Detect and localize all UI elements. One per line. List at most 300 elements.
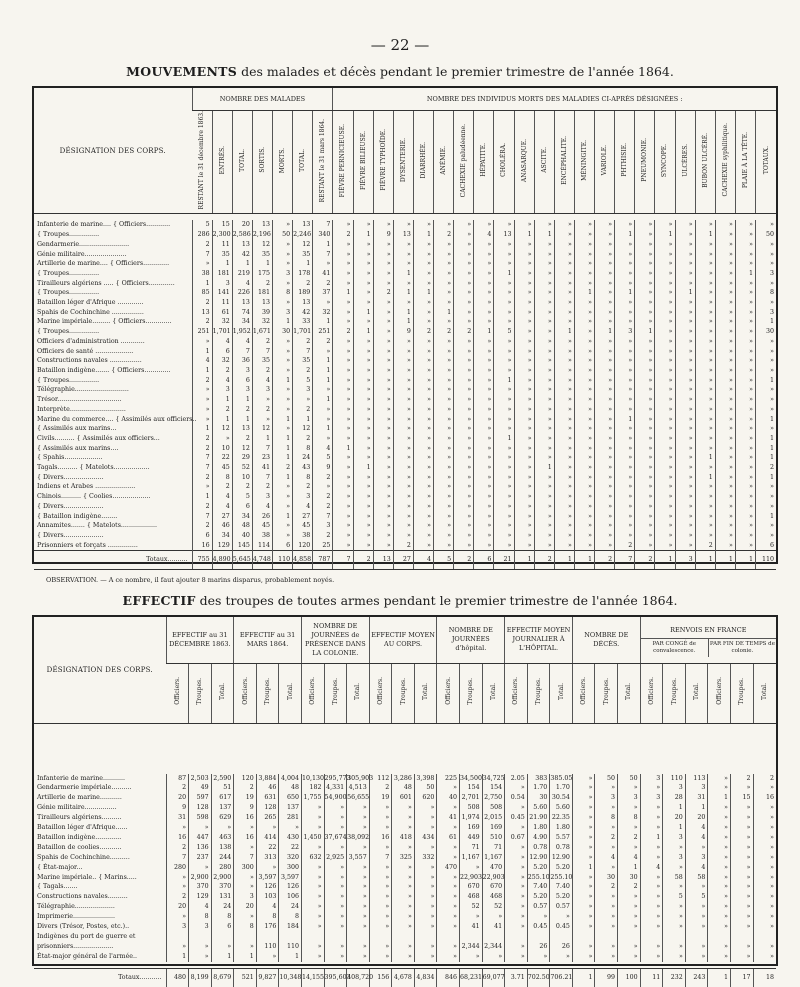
table1-cell: 1 [252, 434, 272, 444]
table1-cell: 2,246 [293, 231, 312, 239]
table1-cell: » [715, 424, 735, 434]
table1-cell: 7 [192, 250, 212, 260]
table1-cell: » [756, 356, 777, 366]
table1-cell: » [494, 531, 514, 541]
table1-cell: » [635, 405, 655, 415]
table1-group-malades: NOMBRE DES MALADES [192, 88, 333, 111]
table2-sub-header-label: Total. [422, 682, 430, 700]
table1-cell: » [514, 473, 534, 483]
table1-col-header [595, 111, 615, 214]
table1-cell: » [615, 279, 635, 289]
table1-cell: » [695, 502, 715, 512]
table2-cell: » [392, 863, 415, 873]
table1-cell: » [474, 220, 494, 230]
table2-cell: » [437, 873, 460, 883]
table1-cell: » [534, 279, 554, 289]
table1-cell: » [574, 512, 594, 522]
table1-row [34, 463, 776, 473]
table1-cell: » [675, 220, 695, 230]
table1-cell: 1 [192, 347, 212, 357]
table2-cell: 2,701 [460, 793, 483, 803]
table1-cell: » [655, 327, 675, 337]
table1-cell: 4 [212, 502, 232, 512]
table2-sub-header [347, 663, 370, 723]
table1-cell: 2 [313, 531, 333, 541]
table1-cell: 6 [756, 541, 777, 551]
table1-cell: » [494, 424, 514, 434]
table2-cell: 3,597 [279, 873, 302, 883]
table2-cell: » [482, 952, 505, 962]
table2-cell: » [572, 892, 595, 902]
table1-cell: 1,701 [212, 328, 231, 336]
table1-cell: » [494, 473, 514, 483]
table1-cell: » [615, 395, 635, 405]
table2-desig-header: DÉSIGNATION DES CORPS. [34, 617, 166, 723]
table2-cell: 28 [663, 793, 686, 803]
table1-cell: » [413, 337, 433, 347]
table1-cell: 1 [534, 463, 554, 473]
table2-total-cell: 17 [730, 968, 753, 987]
table2-cell: 110 [279, 942, 302, 952]
table2-cell: 5.20 [527, 863, 550, 873]
table1-cell: » [534, 541, 554, 551]
table1-cell: » [373, 347, 393, 357]
table2-total-cell: 243 [685, 968, 708, 987]
table2-cell: » [414, 912, 437, 922]
table1-cell: » [756, 366, 777, 376]
table1-cell: » [695, 327, 715, 337]
table1-col-header-label: DYSENTERIE. [399, 138, 407, 183]
table2-cell: » [595, 783, 618, 793]
table1-cell: » [333, 337, 353, 347]
table1-cell: » [434, 521, 454, 531]
table2-cell: » [753, 873, 776, 883]
table2-cell: 0.45 [550, 922, 573, 932]
table2-cell: » [505, 803, 528, 813]
table2-cell: 71 [482, 843, 505, 853]
table1-cell: » [454, 395, 474, 405]
table1-cell: » [434, 288, 454, 298]
table1-cell: » [434, 531, 454, 541]
table1-cell: » [574, 395, 594, 405]
table2-cell: 12.90 [550, 853, 573, 863]
table1-cell: » [595, 250, 615, 260]
table1-cell: 36 [232, 356, 252, 366]
table2-cell: » [437, 952, 460, 962]
table1-cell: » [413, 502, 433, 512]
table2-cell [414, 932, 437, 942]
table2-sub-header-label: Officiers. [715, 677, 723, 705]
table2-total-cell: 4,834 [414, 968, 437, 987]
table2-cell: » [369, 952, 392, 962]
table1-cell: 1 [192, 424, 212, 434]
table1-cell: » [635, 444, 655, 454]
table2-total-row [34, 968, 776, 987]
table1-cell: 12 [252, 240, 272, 250]
table2-cell: 1 [234, 952, 257, 962]
table1-cell: » [494, 240, 514, 250]
table1-cell: » [534, 453, 554, 463]
table1-cell: » [615, 502, 635, 512]
table1-cell: 2 [313, 337, 333, 347]
table2-cell: » [753, 813, 776, 823]
table1-cell: » [655, 356, 675, 366]
table2-cell: » [347, 952, 370, 962]
table2-cell: 449 [460, 833, 483, 843]
table1-cell: » [615, 521, 635, 531]
table2-cell: » [460, 912, 483, 922]
table2-cell: » [685, 882, 708, 892]
table2-row [34, 892, 776, 902]
table2-cell: 3 [640, 774, 663, 784]
table1-cell: » [574, 298, 594, 308]
table2-row-label: Marine impériale.. { Marins..... [37, 873, 137, 881]
table2-cell: » [753, 863, 776, 873]
table1-cell: » [192, 415, 212, 425]
table1-cell: » [595, 492, 615, 502]
table1-cell: » [333, 482, 353, 492]
table1-col-header [735, 111, 755, 214]
table1-cell: » [454, 279, 474, 289]
table1-cell: » [715, 531, 735, 541]
table2-cell: 113 [685, 774, 708, 784]
table1-cell: » [595, 347, 615, 357]
table1-cell: 1 [273, 415, 293, 425]
table1-col-header-label: TOTAL. [299, 148, 307, 172]
table1-cell: » [434, 269, 454, 279]
table2-cell: » [505, 882, 528, 892]
table1-cell: » [393, 279, 413, 289]
table1-cell: » [735, 288, 755, 298]
table1-cell: 2 [393, 541, 413, 551]
table1-cell: 2 [313, 492, 333, 502]
table2-cell: » [595, 952, 618, 962]
table2-cell: » [369, 902, 392, 912]
table1-cell: » [675, 259, 695, 269]
table1-cell: » [735, 415, 755, 425]
table1-cell: » [655, 308, 675, 318]
table1-cell: » [695, 347, 715, 357]
table1-cell: » [514, 347, 534, 357]
table1-row-label: { Troupes............... [37, 376, 100, 384]
table2-cell: » [324, 922, 347, 932]
table2-renvois-title: RENVOIS EN FRANCE [641, 623, 776, 639]
table1-cell: 37 [313, 288, 333, 298]
table1-cell: 38 [293, 531, 313, 541]
table2-cell: 1.70 [550, 783, 573, 793]
table2-cell: » [369, 882, 392, 892]
table1-cell: 2 [293, 405, 313, 415]
table1-col-header [413, 111, 433, 214]
table2-cell [618, 932, 641, 942]
table2-cell: 1 [663, 823, 686, 833]
table2-cell: » [730, 823, 753, 833]
table2-title-rest: des troupes de toutes armes pendant le premier trimestre de l'année 1864. [195, 593, 678, 608]
table2-sub-header-label: Troupes. [602, 677, 610, 705]
table1-cell: » [574, 317, 594, 327]
table2-cell: » [753, 823, 776, 833]
table2-sub-header-label: Total. [761, 682, 769, 700]
table1-col-header [635, 111, 655, 214]
table1-cell: 178 [293, 269, 313, 279]
table1-cell: » [413, 492, 433, 502]
table1-cell: 34 [232, 317, 252, 327]
table2-total-cell: 99 [595, 968, 618, 987]
table1-cell: 2 [192, 240, 212, 250]
table1-cell: » [373, 502, 393, 512]
table2-cell: 16 [234, 813, 257, 823]
table1-cell: » [333, 424, 353, 434]
table1-cell: 45 [252, 521, 272, 531]
table1-cell: » [393, 502, 413, 512]
table2-cell: » [301, 882, 324, 892]
table1 [34, 88, 776, 569]
table1-cell: » [574, 385, 594, 395]
table2-cell: » [708, 882, 731, 892]
table2-cell: 71 [460, 843, 483, 853]
table1-total-cell: 4 [413, 551, 433, 570]
table2-sub-header-label: Troupes. [467, 677, 475, 705]
table2-cell: » [595, 863, 618, 873]
table1-cell: 3 [252, 492, 272, 502]
table1-cell: » [393, 405, 413, 415]
table1-cell: » [735, 337, 755, 347]
table2-cell: » [663, 902, 686, 912]
table1-cell: » [655, 453, 675, 463]
table1-cell: » [534, 473, 554, 483]
table1-cell: 10 [212, 444, 232, 454]
table1-cell: » [514, 531, 534, 541]
table1-cell: » [574, 308, 594, 318]
table1-row [34, 337, 776, 347]
table1-cell: » [474, 531, 494, 541]
table1-cell: 1 [293, 415, 313, 425]
table1-cell: » [534, 327, 554, 337]
table1-cell: » [635, 473, 655, 483]
table1-cell: » [353, 366, 373, 376]
table1-cell: » [675, 405, 695, 415]
table1-cell: 8 [293, 473, 313, 483]
table1-cell: » [373, 366, 393, 376]
table2-cell: 1 [572, 863, 595, 873]
table1-cell: » [695, 415, 715, 425]
table1-row-label: Interprète............................ [37, 405, 126, 413]
table2-cell [663, 932, 686, 942]
table2-cell [640, 932, 663, 942]
page-number: — 22 — [370, 36, 430, 54]
table2-cell: » [527, 952, 550, 962]
table1-cell: » [474, 424, 494, 434]
table1-cell: 1 [333, 288, 353, 298]
table1-cell: » [434, 376, 454, 386]
table2-cell: 2,503 [189, 774, 212, 784]
table2-cell: » [685, 902, 708, 912]
table1-cell: » [756, 298, 777, 308]
table2-cell: 8 [279, 912, 302, 922]
table2-cell: 3 [685, 783, 708, 793]
table2-cell: » [708, 833, 731, 843]
table2-sub-header [685, 663, 708, 723]
table1-cell: » [735, 327, 755, 337]
table1-cell: 141 [212, 288, 232, 298]
table2-cell: » [301, 843, 324, 853]
table1-cell: » [413, 434, 433, 444]
table1-cell: » [675, 415, 695, 425]
table2-cell: » [347, 942, 370, 952]
table1-cell: 2 [293, 366, 313, 376]
table1-cell: » [353, 259, 373, 269]
table1-cell: 2 [252, 279, 272, 289]
table1-cell: 1,701 [293, 328, 312, 336]
table2-cell: » [618, 922, 641, 932]
table2-sub-header [234, 663, 257, 723]
table1-cell: » [454, 240, 474, 250]
table2-total-cell: 1 [708, 968, 731, 987]
table2-cell: » [708, 952, 731, 962]
table2-cell: 631 [256, 793, 279, 803]
table1-cell: » [635, 298, 655, 308]
table1-cell: » [756, 482, 777, 492]
table1-cell: » [595, 308, 615, 318]
table1-cell: » [373, 279, 393, 289]
table1-cell: » [735, 356, 755, 366]
table1-cell: » [675, 444, 695, 454]
table1-cell: » [574, 531, 594, 541]
table1-total-cell: 110 [273, 551, 293, 570]
table2-cell [301, 932, 324, 942]
table1-cell: 5 [313, 453, 333, 463]
table1-cell: » [655, 269, 675, 279]
table1-row-label: { Divers.................... [37, 531, 104, 539]
table2-sub-header-label: Troupes. [399, 677, 407, 705]
table1-cell: » [635, 512, 655, 522]
table1-cell: » [595, 405, 615, 415]
table2-cell: » [685, 952, 708, 962]
table2-total-cell: 68,231 [460, 968, 483, 987]
table1-cell: » [574, 424, 594, 434]
table1-cell: » [675, 337, 695, 347]
table2-cell: » [572, 922, 595, 932]
table2-cell: » [392, 843, 415, 853]
table1-cell: » [715, 512, 735, 522]
table2-cell: 3,286 [392, 774, 415, 784]
table1-total-cell: 4,890 [212, 551, 232, 570]
table1-cell: 35 [252, 356, 272, 366]
table2-cell: » [414, 863, 437, 873]
table2-sub-header-label: Total. [286, 682, 294, 700]
table2-cell: 7 [369, 853, 392, 863]
table1-cell: » [756, 502, 777, 512]
table1-cell: » [574, 415, 594, 425]
table1-cell: » [675, 531, 695, 541]
table2-cell: 61 [437, 833, 460, 843]
table1-cell: » [554, 347, 574, 357]
table1-cell: 29 [232, 453, 252, 463]
table1-cell: » [393, 492, 413, 502]
table1-cell: » [675, 240, 695, 250]
table2-cell: » [392, 922, 415, 932]
table2-cell: » [460, 952, 483, 962]
table1-cell: » [413, 405, 433, 415]
table2-cell: 138 [211, 843, 234, 853]
table1-cell: 2 [413, 327, 433, 337]
table1-cell: » [595, 279, 615, 289]
table1-cell: » [514, 444, 534, 454]
table2-cell: » [708, 823, 731, 833]
table1-cell: » [715, 434, 735, 444]
table2-cell: 5 [663, 892, 686, 902]
table2-sub-header [482, 663, 505, 723]
table2-cell: » [640, 823, 663, 833]
table1-cell: » [655, 366, 675, 376]
table1-cell: » [715, 376, 735, 386]
table1-col-header [695, 111, 715, 214]
table1-cell: » [373, 317, 393, 327]
table2-row-label: Télégraphie.................... [37, 903, 115, 911]
table1-cell: » [413, 395, 433, 405]
table2-cell: » [753, 942, 776, 952]
table2-row-label: Imprimerie..................... [37, 913, 115, 921]
table2-cell [166, 932, 189, 942]
table1-cell: 35 [252, 250, 272, 260]
table2-cell: » [730, 892, 753, 902]
table2-cell: » [572, 952, 595, 962]
table1-cell: 1 [695, 453, 715, 463]
table1-cell: 13 [232, 298, 252, 308]
table1-col-header-label: PHTHISIE. [621, 143, 629, 178]
table2-cell [595, 932, 618, 942]
table1-cell: 1 [232, 415, 252, 425]
table1-cell: 286 [192, 230, 212, 240]
table2-row [34, 774, 776, 784]
table2-cell: 20 [685, 813, 708, 823]
table1-cell: 2 [293, 337, 313, 347]
table1-total-cell: 2 [595, 551, 615, 570]
table1-cell: » [554, 434, 574, 444]
table1-cell: 2 [192, 473, 212, 483]
table1-cell: » [756, 531, 777, 541]
table1-cell: » [615, 444, 635, 454]
table1-cell: 2 [232, 482, 252, 492]
table2-cell: » [708, 942, 731, 952]
table2-cell: » [234, 843, 257, 853]
table1-cell: » [655, 531, 675, 541]
table1-cell: » [534, 317, 554, 327]
table2-sub-header-label: Officiers. [376, 677, 384, 705]
table1-cell: » [695, 492, 715, 502]
table1-cell: 3 [232, 385, 252, 395]
table2-cell: » [505, 952, 528, 962]
table2-cell: » [618, 902, 641, 912]
table1-cell: » [595, 366, 615, 376]
table1-cell: » [675, 521, 695, 531]
table1-cell: » [273, 492, 293, 502]
table2-renvois-sub: PAR CONGÉ de convalescence. [652, 640, 696, 654]
table1-cell: 2,196 [252, 231, 271, 239]
table1-cell: » [534, 220, 554, 230]
table2-cell: 280 [211, 863, 234, 873]
table1-cell: » [454, 356, 474, 366]
table1-cell: 42 [232, 250, 252, 260]
table2-cell [708, 932, 731, 942]
table2-cell: 1,167 [482, 853, 505, 863]
table1-cell: » [735, 240, 755, 250]
table2-cell: 4 [640, 863, 663, 873]
table2-cell: 325 [392, 853, 415, 863]
table1-cell: 1 [273, 453, 293, 463]
table1-cell: » [514, 288, 534, 298]
table1-cell: » [514, 337, 534, 347]
